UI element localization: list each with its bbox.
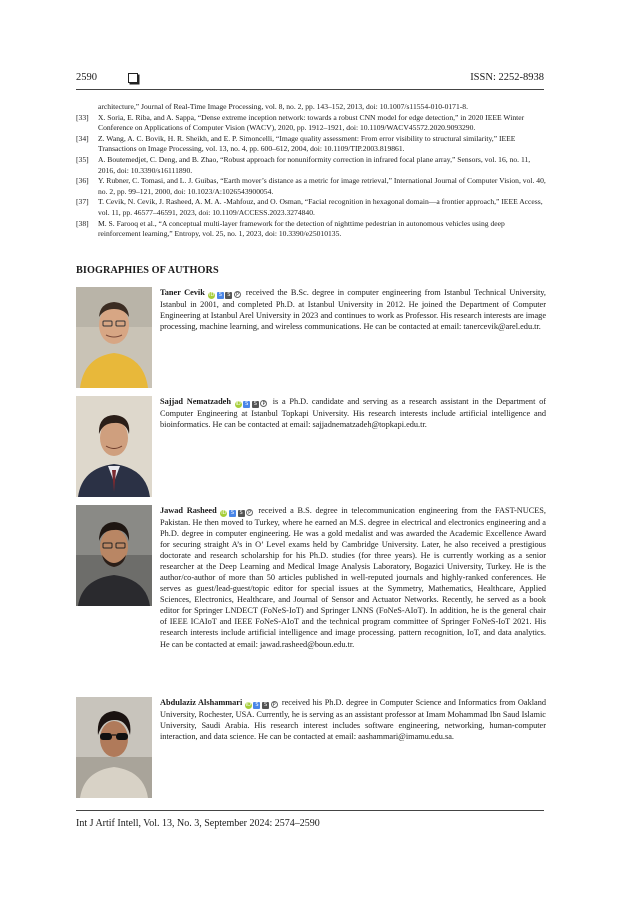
bio-text (160, 287, 546, 332)
bio-text (160, 505, 546, 650)
reference-item: [35] A. Boutemedjet, C. Deng, and B. Zhao, “Robust approach for nonuniformity correction in infrared focal plane array,” Sensors, vol. 16, no. 11, 2016, doi: 10.3390/s16111890. (76, 154, 531, 175)
running-header (76, 72, 544, 90)
scopus-icon[interactable]: S (253, 401, 257, 407)
journal-footer: Int J Artif Intell, Vol. 13, No. 3, September 2024: 2574–2590 (76, 818, 320, 829)
author-name: Sajjad Nematzadeh (160, 397, 231, 406)
author-photo (76, 697, 152, 798)
bio-description: is a Ph.D. candidate and serving as a research assistant in the Department of Computer Engineering at Istanbul Topkapi University. His research interests include artificial intelligence and bioinformatics. He can be contacted at email: sajjadnematzadeh@topkapi.edu.tr. (160, 397, 546, 430)
reference-item: [34] Z. Wang, A. C. Bovik, H. R. Sheikh, and E. P. Simoncelli, “Image quality assessment: From error visibility to structural similarity,” IEEE Transactions on Image Processing, vol. 13, no. 4, pp. 600–612, 2004, doi: 10.1109/TIP.2003.819861. (76, 133, 516, 154)
author-name: Jawad Rasheed (160, 506, 217, 515)
google-scholar-icon[interactable]: S (245, 401, 249, 407)
google-scholar-icon[interactable]: S (255, 702, 259, 708)
google-scholar-icon[interactable]: S (218, 292, 222, 298)
journal-box-icon (128, 73, 138, 83)
web-of-science-icon[interactable]: P (272, 702, 276, 708)
scopus-icon[interactable]: S (227, 292, 231, 298)
header-rule (76, 89, 544, 90)
bio-description: received his Ph.D. degree in Computer Science and Informatics from Oakland University, Rochester, USA. Currently, he is serving as an assistant professor at Imam Mohammad Ibn Saud Islamic University, Saudi Arabia. His research interest includes software engineering, networking, human-computer interaction, and data science. He can be contacted at email: aashammari@imamu.edu.sa. (160, 698, 547, 742)
orcid-icon[interactable]: iD (235, 401, 241, 407)
reference-item: [33] X. Soria, E. Riba, and A. Sappa, “Dense extreme inception network: towards a robust CNN model for edge detection,” in 2020 IEEE Winter Conference on Applications of Computer Vision (WACV), 2020, pp. 1912–1921, doi: 10.1109/WACV45572.2020.9093290. (76, 112, 525, 133)
issn: ISSN: 2252-8938 (470, 72, 544, 83)
author-name: Taner Cevik (160, 288, 205, 297)
section-title: BIOGRAPHIES OF AUTHORS (76, 265, 219, 276)
author-photo (76, 287, 152, 388)
orcid-icon[interactable]: iD (221, 510, 227, 516)
web-of-science-icon[interactable]: P (248, 510, 252, 516)
reference-item: [38] M. S. Farooq et al., “A conceptual multi-layer framework for the detection of nighttime pedestrian in autonomous vehicles using deep reinforcement learning,” Entropy, vol. 25, no. 1, 2023, doi: 10.3390/e25010135. (76, 218, 505, 239)
footer-rule (76, 810, 544, 811)
author-name: Abdulaziz Alshammari (160, 698, 243, 707)
bio-description: received the B.Sc. degree in computer engineering from Istanbul Technical University, Istanbul in 2001, and completed Ph.D. at Istanbul University in 2012. He joined the Department of Computer Engineering at Istanbul Arel University in 2023 and continues to work as Professor. His research interests are image processing, machine learning, and wireless communications. He can be contacted at email: tanercevik@arel.edu.tr. (160, 288, 546, 332)
scopus-icon[interactable]: S (239, 510, 243, 516)
author-photo (76, 396, 152, 497)
reference-item: architecture,” Journal of Real-Time Image Processing, vol. 8, no. 2, pp. 143–152, 2013, doi: 10.1007/s11554-010-0171-8. (98, 102, 468, 111)
page-number: 2590 (76, 72, 97, 83)
bio-text (160, 697, 546, 742)
bio-text (160, 396, 546, 430)
scopus-icon[interactable]: S (263, 702, 268, 708)
web-of-science-icon[interactable]: P (262, 401, 266, 407)
orcid-icon[interactable]: iD (245, 702, 251, 708)
bio-description: received a B.S. degree in telecommunication engineering from the FAST-NUCES, Pakistan. He then moved to Turkey, where he earned an M.S. degree in electrical and electronics engineering and a Ph.D. degree in computer engineering. He was a gold medalist and was awarded the Academic Excellence Award for securing straight A’s in O’ Level exams held by Cambridge University. Later, he also received a prestigious doctorate and research scholarship for his Ph.D. studies (for three years). He is currently working as a senior researcher at the Deep Learning and Medical Image Analysis Laboratory, Bogazici University, Turkey. He is the author/co-author of more than 50 articles published in well-reputed journals and highly-ranked conferences. He serves as guest/lead-guest/topic editor for special issues at the Symmetry, Mathematics, Healthcare, Applied Sciences, Electronics, Healthcare, and Journal of Sensor and Actuator Networks. Recently, he served as a book editor for Springer LNDECT (FoNeS-IoT) and Springer LNNS (FoNeS-AIoT). In addition, he is the general chair of IEEE ICAIoT and IEEE FoNeS-AIoT and the technical program committee of Springer FoNeS-IoT 2021. His research interests include artificial intelligence and image processing. pattern recognition, IoT, and data analytics. He can be contacted at email: jawad.rasheed@boun.edu.tr. (160, 506, 546, 649)
reference-item: [36] Y. Rubner, C. Tomasi, and L. J. Guibas, “Earth mover’s distance as a metric for image retrieval,” International Journal of Computer Vision, vol. 40, no. 2, pp. 99–121, 2000, doi: 10.1023/A:1026543900054. (76, 176, 546, 196)
orcid-icon[interactable]: iD (209, 292, 215, 298)
google-scholar-icon[interactable]: S (230, 510, 235, 516)
author-photo (76, 505, 152, 606)
reference-list (76, 102, 546, 240)
reference-item: [37] T. Cevik, N. Cevik, J. Rasheed, A. M. A. -Mahfouz, and O. Osman, “Facial recognition in hexagonal domain—a frontier approach,” IEEE Access, vol. 11, pp. 46577–46591, 2023, doi: 10.1109/ACCESS.2023.3274840. (76, 197, 543, 217)
web-of-science-icon[interactable]: P (235, 292, 239, 298)
